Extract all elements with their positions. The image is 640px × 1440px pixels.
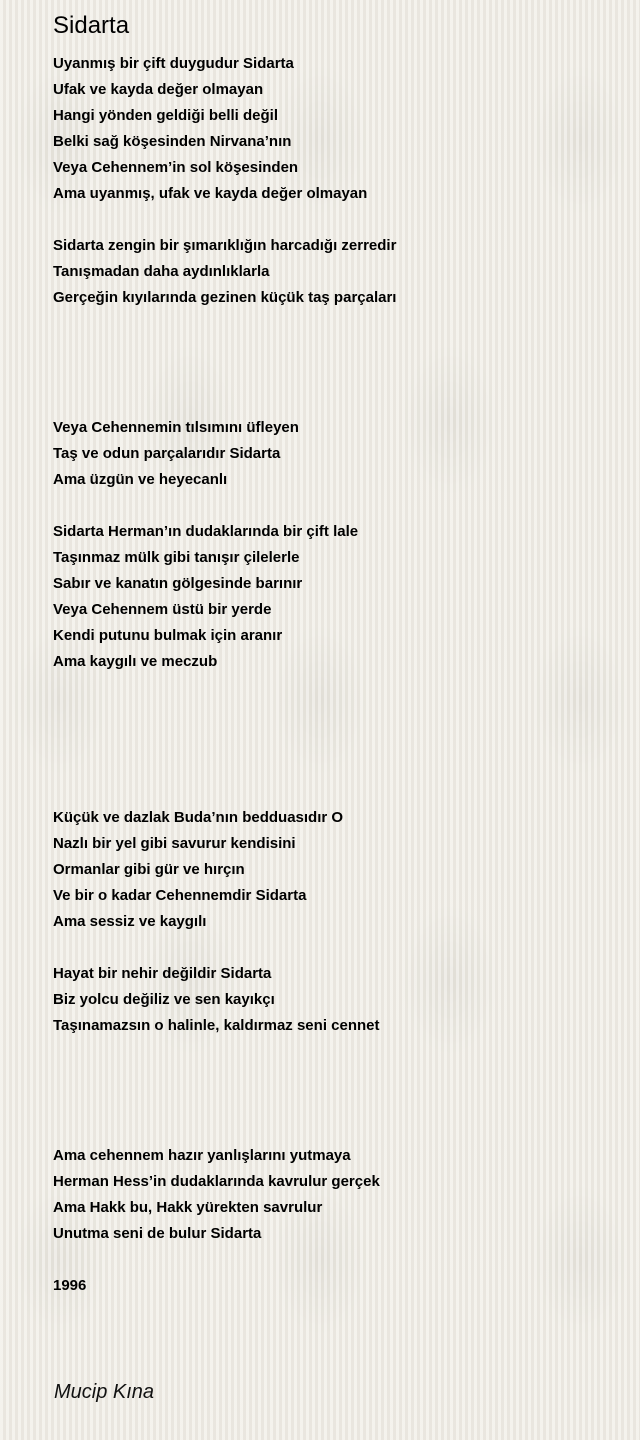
poem-line: Ama kaygılı ve meczub	[53, 653, 218, 670]
poem-line: Küçük ve dazlak Buda’nın bedduasıdır O	[53, 809, 344, 826]
poem-line: Tanışmadan daha aydınlıklarla	[53, 263, 270, 280]
stanza-break	[53, 727, 623, 753]
stanza-break	[53, 1247, 623, 1273]
poem-line: Taş ve odun parçalarıdır Sidarta	[53, 445, 281, 462]
poem-line: Hangi yönden geldiği belli değil	[53, 107, 279, 124]
stanza-break	[53, 207, 623, 233]
poem-line: Veya Cehennem üstü bir yerde	[53, 601, 272, 618]
poem-line: Hayat bir nehir değildir Sidarta	[53, 965, 272, 982]
stanza-break	[53, 493, 623, 519]
stanza-break	[53, 1039, 623, 1065]
stanza-break	[53, 753, 623, 779]
poem-line: Ama uyanmış, ufak ve kayda değer olmayan	[53, 185, 368, 202]
poem-line: Ama Hakk bu, Hakk yürekten savrulur	[53, 1199, 323, 1216]
poem-line: Ve bir o kadar Cehennemdir Sidarta	[53, 887, 307, 904]
poem-line: Veya Cehennemin tılsımını üfleyen	[53, 419, 299, 436]
poem-line: Taşınmaz mülk gibi tanışır çilelerle	[53, 549, 300, 566]
poem-line: 1996	[53, 1277, 87, 1294]
poem-line: Sabır ve kanatın gölgesinde barınır	[53, 575, 303, 592]
poem-line: Belki sağ köşesinden Nirvana’nın	[53, 133, 292, 150]
poem-line: Uyanmış bir çift duygudur Sidarta	[53, 55, 294, 72]
poem-line: Ama üzgün ve heyecanlı	[53, 471, 228, 488]
poem-line: Herman Hess’in dudaklarında kavrulur gerçek	[53, 1173, 380, 1190]
poem-line: Ama cehennem hazır yanlışlarını yutmaya	[53, 1147, 351, 1164]
poem-line: Veya Cehennem’in sol köşesinden	[53, 159, 299, 176]
poem-body	[53, 51, 623, 1299]
poem-line: Kendi putunu bulmak için aranır	[53, 627, 283, 644]
stanza-break	[53, 1091, 623, 1117]
poem-author: Mucip Kına	[54, 1381, 155, 1403]
stanza-break	[53, 1065, 623, 1091]
poem-line: Nazlı bir yel gibi savurur kendisini	[53, 835, 296, 852]
poem-line: Ormanlar gibi gür ve hırçın	[53, 861, 245, 878]
poem-line: Taşınamazsın o halinle, kaldırmaz seni cennet	[53, 1017, 380, 1034]
poem-line: Unutma seni de bulur Sidarta	[53, 1225, 262, 1242]
stanza-break	[53, 1117, 623, 1143]
stanza-break	[53, 311, 623, 337]
stanza-break	[53, 935, 623, 961]
poem-line: Ufak ve kayda değer olmayan	[53, 81, 264, 98]
poem-line: Sidarta Herman’ın dudaklarında bir çift lale	[53, 523, 359, 540]
poem-line: Gerçeğin kıyılarında gezinen küçük taş parçaları	[53, 289, 397, 306]
poem-line: Biz yolcu değiliz ve sen kayıkçı	[53, 991, 275, 1008]
poem-line: Ama sessiz ve kaygılı	[53, 913, 207, 930]
stanza-break	[53, 779, 623, 805]
stanza-break	[53, 337, 623, 363]
stanza-break	[53, 701, 623, 727]
stanza-break	[53, 363, 623, 389]
stanza-break	[53, 675, 623, 701]
stanza-break	[53, 389, 623, 415]
poem-line: Sidarta zengin bir şımarıklığın harcadığı zerredir	[53, 237, 397, 254]
poem-title: Sidarta	[53, 12, 130, 39]
